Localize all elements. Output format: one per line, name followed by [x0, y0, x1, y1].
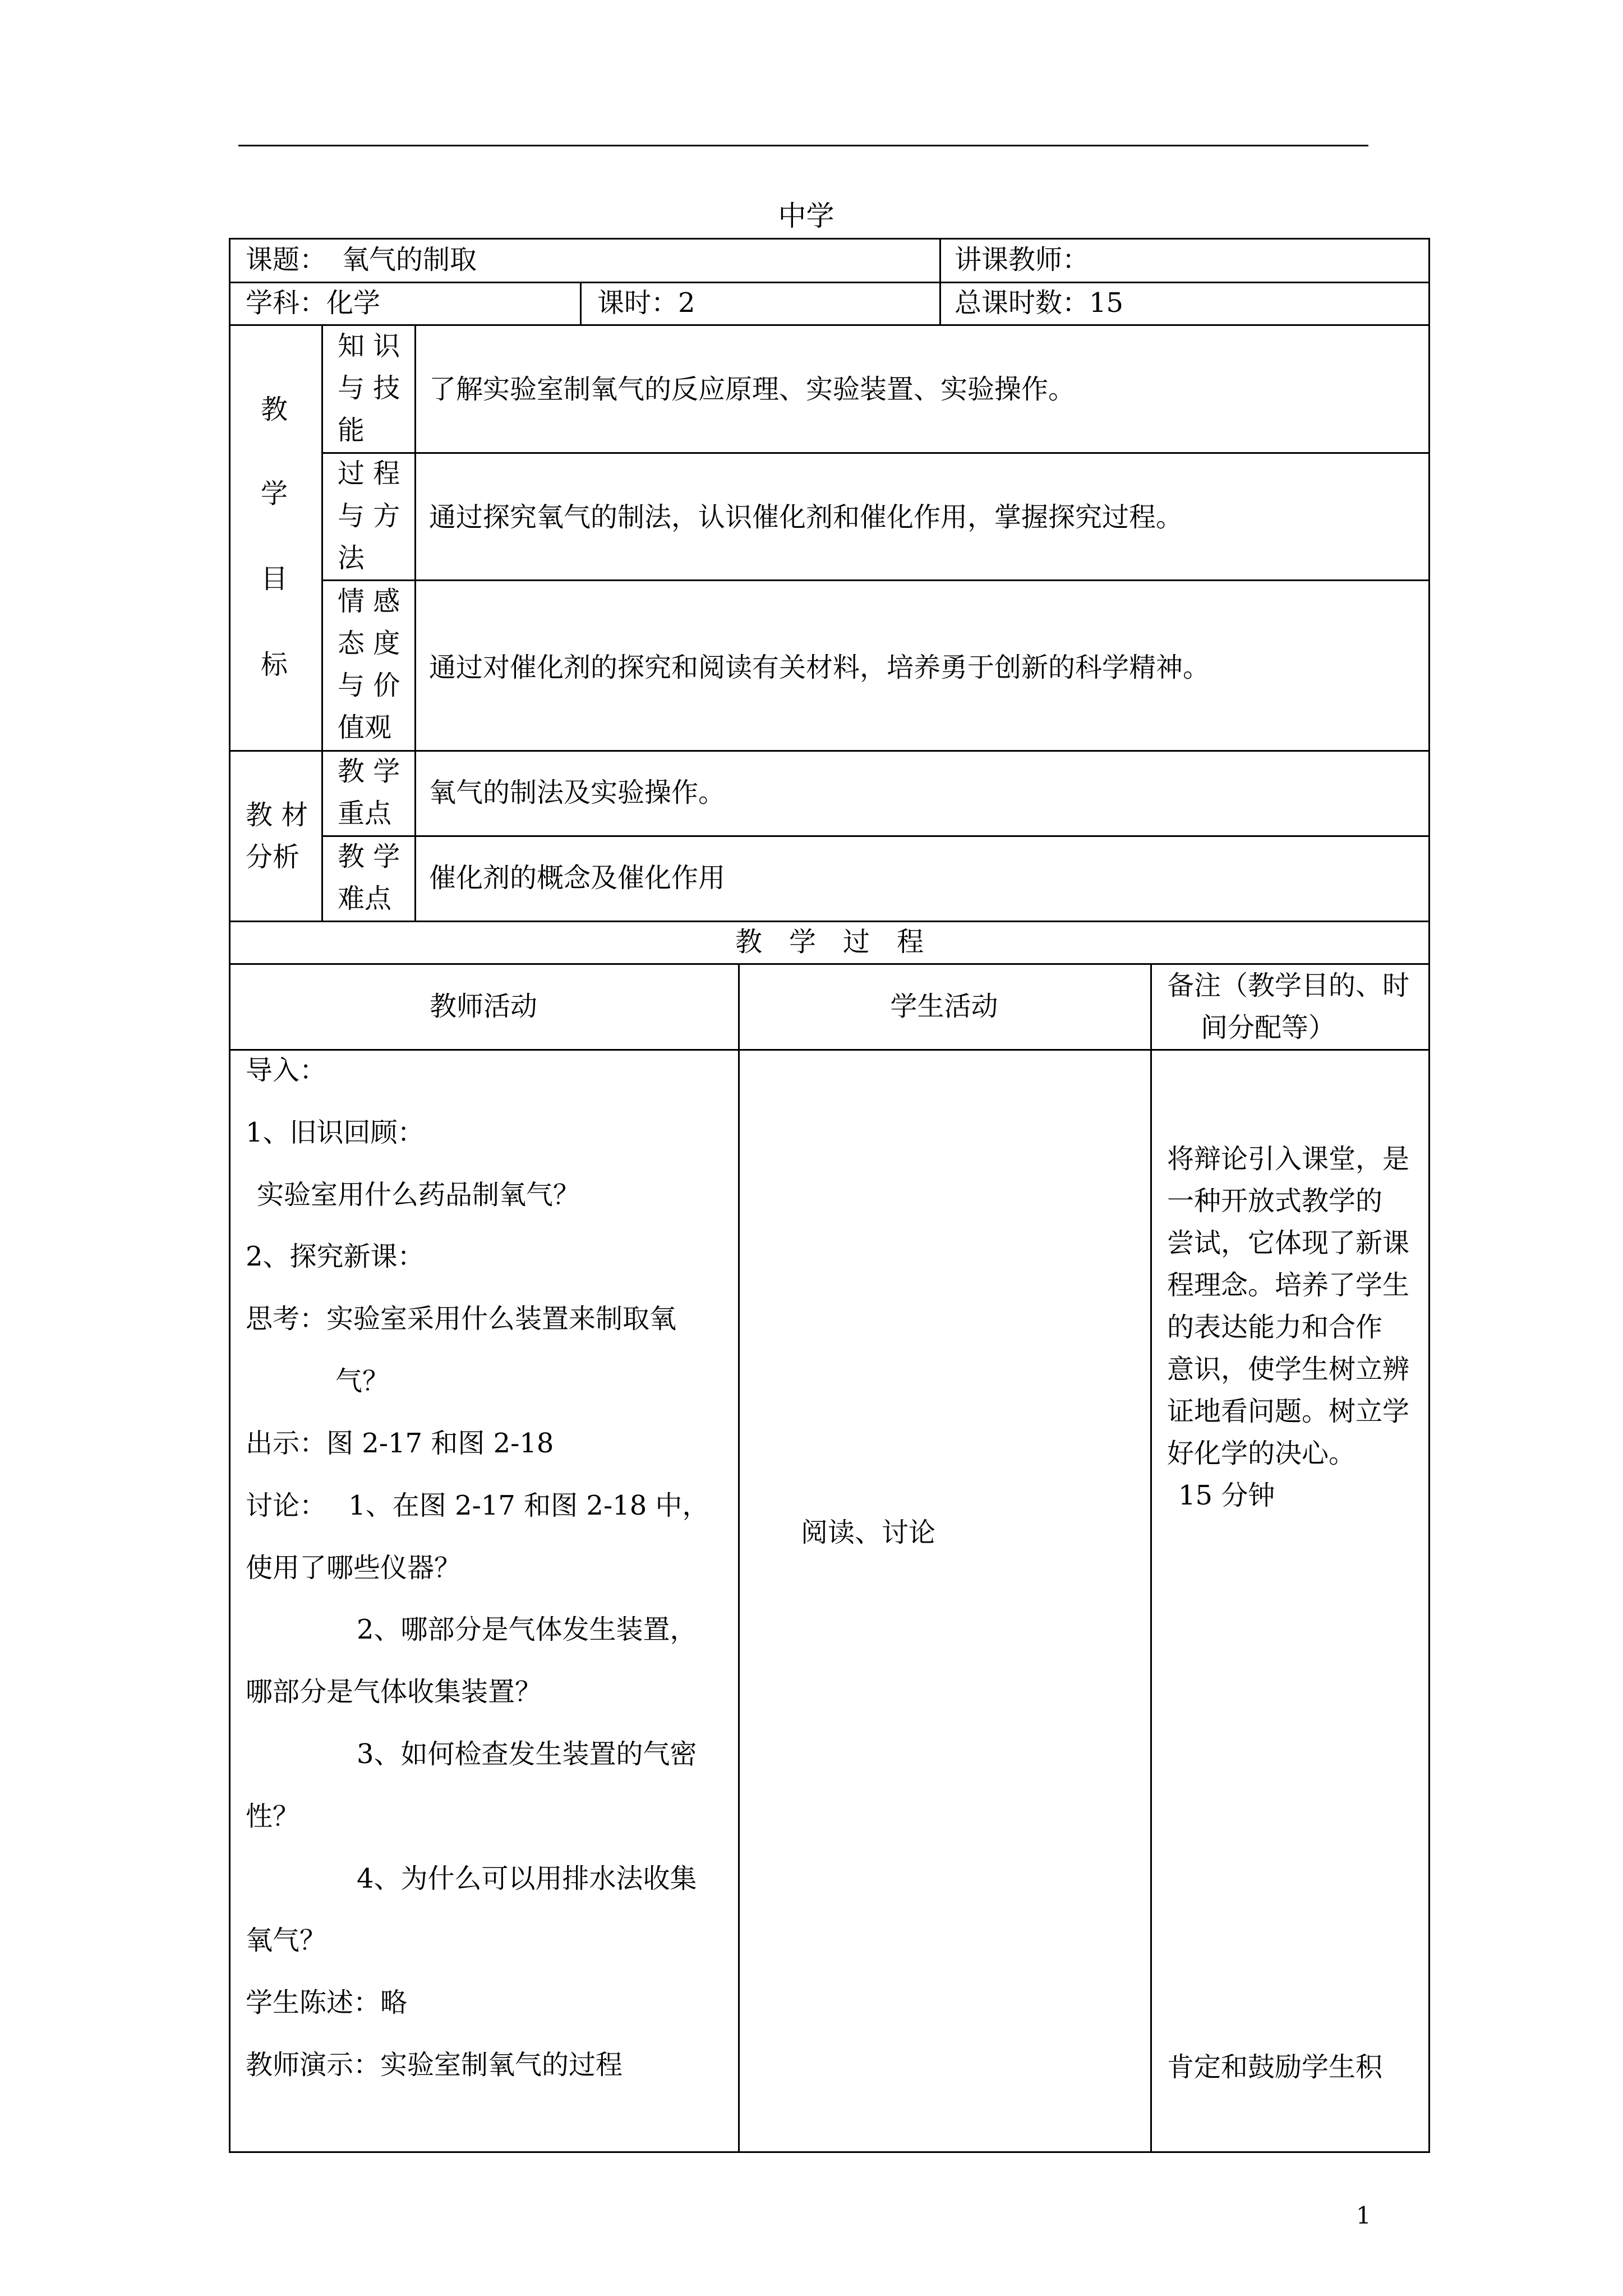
row-divider [321, 452, 1430, 454]
teacher-line: 出示：图 2-17 和图 2-18 [246, 1428, 554, 1459]
teacher-label: 讲课教师： [955, 244, 1090, 275]
teacher-line: 教师演示：实验室制氧气的过程 [246, 2049, 623, 2081]
goal-label-line: 值观 [338, 712, 392, 743]
analysis-label-line: 分析 [246, 841, 300, 873]
goals-label-char: 标 [261, 649, 288, 680]
goal-label-line: 能 [338, 415, 365, 446]
analysis-label-line: 教 学 [338, 756, 400, 787]
notes-line: 尝试，它体现了新课 [1167, 1227, 1410, 1259]
teacher-line: 气？ [335, 1365, 390, 1397]
row-divider [229, 750, 1430, 752]
teacher-line: 氧气？ [246, 1925, 327, 1956]
notes-line: 程理念。培养了学生 [1167, 1269, 1410, 1301]
row-divider [229, 282, 1430, 283]
school-name: 中学 [778, 200, 834, 232]
col-divider [580, 282, 582, 326]
teacher-line: 实验室用什么药品制氧气？ [257, 1179, 580, 1211]
col-divider [1428, 238, 1430, 2153]
total-periods-cell: 总课时数：15 [955, 287, 1124, 319]
goal-label-line: 与 技 [338, 372, 400, 404]
analysis-label-line: 教 学 [338, 841, 400, 872]
teacher-line: 4、为什么可以用排水法收集 [357, 1863, 697, 1894]
row-divider [321, 835, 1430, 837]
goal-label-line: 态 度 [338, 628, 400, 659]
analysis-label-line: 教 材 [246, 799, 308, 831]
col-header-student: 学生活动 [890, 991, 998, 1022]
teacher-line: 导入： [246, 1055, 327, 1086]
teacher-line: 1、旧识回顾： [246, 1117, 425, 1148]
col-header-notes-line: 间分配等） [1201, 1012, 1336, 1043]
header-rule [238, 145, 1368, 146]
teacher-line: 2、探究新课： [246, 1241, 425, 1272]
subject-cell: 学科：化学 [246, 287, 381, 319]
row-divider [229, 2151, 1430, 2153]
teacher-line: 性？ [246, 1801, 300, 1832]
row-divider [229, 921, 1430, 922]
teacher-line: 使用了哪些仪器？ [246, 1552, 462, 1584]
notes-line: 的表达能力和合作 [1167, 1312, 1383, 1343]
process-title: 教 学 过 程 [735, 926, 924, 958]
goals-label-char: 目 [261, 563, 288, 595]
col-divider [939, 238, 941, 326]
notes-line: 证地看问题。树立学 [1167, 1396, 1410, 1427]
notes-line: 肯定和鼓励学生积 [1167, 2051, 1383, 2083]
goals-label-char: 教 [261, 394, 288, 425]
goal-label-line: 法 [338, 542, 365, 574]
col-divider [229, 238, 230, 2153]
col-divider [1150, 963, 1152, 2153]
notes-line: 意识，使学生树立辨 [1167, 1354, 1410, 1385]
teacher-line: 学生陈述：略 [246, 1987, 408, 2018]
col-header-notes-line: 备注（教学目的、时 [1167, 970, 1410, 1001]
analysis-label-line: 重点 [338, 798, 392, 829]
analysis-content: 氧气的制法及实验操作。 [429, 777, 726, 808]
row-divider [321, 579, 1430, 581]
notes-line: 一种开放式教学的 [1167, 1185, 1383, 1217]
row-divider [229, 1049, 1430, 1051]
row-divider [229, 324, 1430, 326]
teacher-line: 哪部分是气体收集装置？ [246, 1676, 542, 1708]
teacher-line: 思考：实验室采用什么装置来制取氧 [246, 1303, 677, 1335]
notes-line: 15 分钟 [1178, 1480, 1275, 1511]
topic-label: 课题： [246, 244, 327, 275]
col-header-teacher: 教师活动 [429, 991, 537, 1022]
teacher-line: 3、如何检查发生装置的气密 [357, 1738, 697, 1770]
topic-value: 氧气的制取 [342, 244, 477, 275]
teacher-line: 讨论： 1、在图 2-17 和图 2-18 中， [246, 1490, 709, 1521]
student-activity: 阅读、讨论 [801, 1517, 936, 1548]
goal-label-line: 过 程 [338, 458, 400, 489]
analysis-label-line: 难点 [338, 883, 392, 914]
goal-content: 了解实验室制氧气的反应原理、实验装置、实验操作。 [429, 374, 1076, 405]
goal-label-line: 与 方 [338, 500, 400, 532]
col-divider [738, 963, 740, 2153]
goal-content: 通过探究氧气的制法，认识催化剂和催化作用，掌握探究过程。 [429, 501, 1183, 533]
goal-label-line: 与 价 [338, 670, 400, 701]
col-divider [321, 324, 323, 922]
col-divider [414, 324, 416, 922]
goal-content: 通过对催化剂的探究和阅读有关材料，培养勇于创新的科学精神。 [429, 652, 1210, 683]
period-cell: 课时：2 [597, 287, 695, 319]
goal-label-line: 情 感 [338, 586, 400, 617]
page-number: 1 [1356, 2202, 1371, 2229]
teacher-line: 2、哪部分是气体发生装置， [357, 1614, 697, 1645]
goals-label-char: 学 [261, 478, 288, 509]
row-divider [229, 963, 1430, 965]
notes-line: 好化学的决心。 [1167, 1438, 1356, 1469]
notes-line: 将辩论引入课堂，是 [1167, 1143, 1410, 1175]
analysis-content: 催化剂的概念及催化作用 [429, 862, 726, 894]
row-divider [229, 238, 1430, 240]
goal-label-line: 知 识 [338, 330, 400, 362]
